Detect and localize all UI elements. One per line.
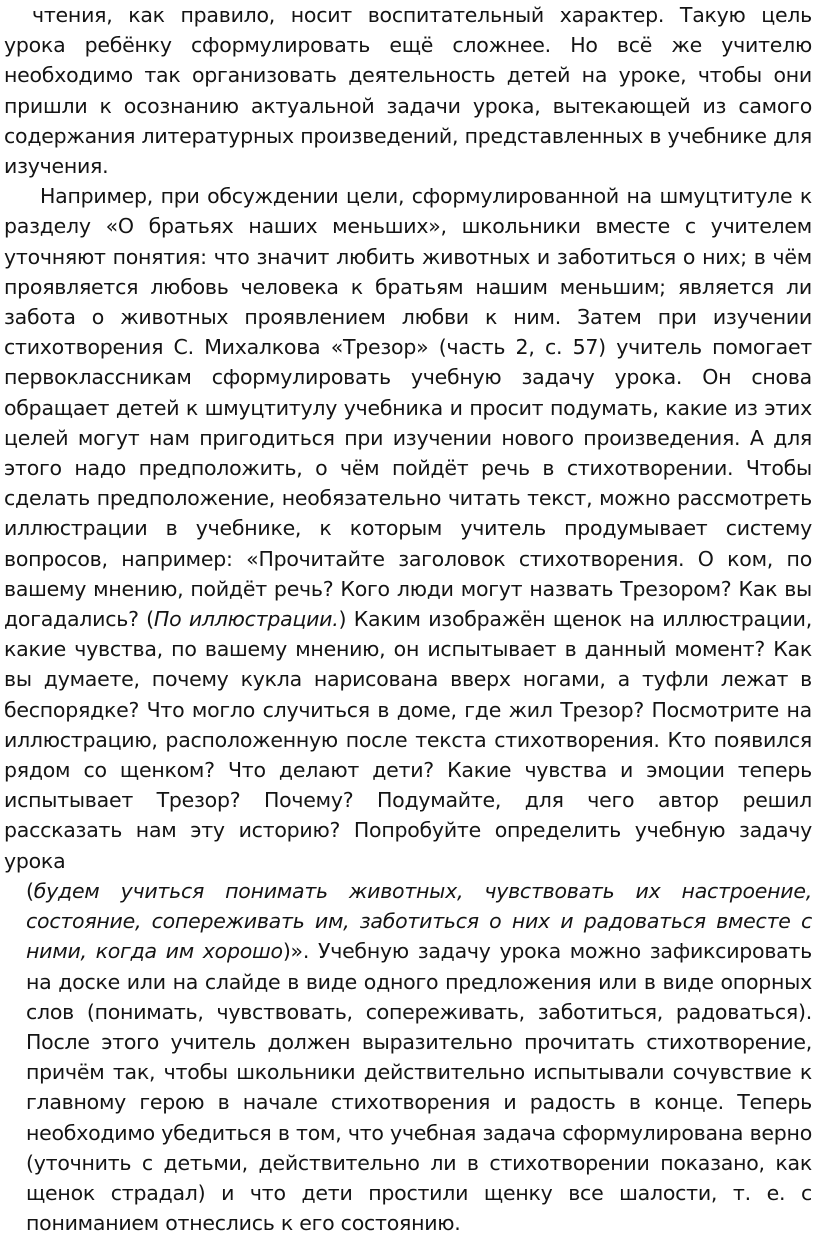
- paragraph-intro-text: чтения, как правило, носит воспитательный характер. Такую цель урока ребёнку сформулировать ещё сложнее. Но всё же учителю необходимо так организовать деятельность детей на уроке, чтобы они пришли к осознанию актуальной задачи урока, вытекающей из самого содержания литературных произведений, представленных в учебнике для изучения.: [4, 3, 812, 179]
- paragraph-task-italic: будем учиться понимать животных, чувствовать их настроение, состояние, сопереживать им, заботиться о них и радоваться вместе с ними, когда им хорошо: [26, 878, 812, 964]
- paragraph-intro: [4, 0, 812, 181]
- paragraph-task: [4, 876, 812, 1238]
- paragraph-task-rest: )». Учебную задачу урока можно зафиксировать на доске или на слайде в виде одного предложения или в виде опорных слов (понимать, чувствовать, сопереживать, заботиться, радоваться). После этого учитель должен выразительно прочитать стихотворение, причём так, чтобы школьники действительно испытывали сочувствие к главному герою в начале стихотворения и радость в конце. Теперь необходимо убедиться в том, что учебная задача сформулирована верно (уточнить с детьми, действительно ли в стихотворении показано, как щенок страдал) и что дети простили щенку все шалости, т. е. с пониманием отнеслись к его состоянию.: [26, 939, 812, 1236]
- paragraph-example-italic: По иллюстрации.: [153, 607, 339, 632]
- paragraph-example-text-a: Например, при обсуждении цели, сформулированной на шмуцтитуле к разделу «О братьях наших меньших», школьники вместе с учителем уточняют понятия: что значит любить животных и заботиться о них; в чём проявляется любовь человека к братьям нашим меньшим; является ли забота о животных проявлением любви к ним. Затем при изучении стихотворения С. Михалкова «Трезор» (часть 2, с. 57) учитель помогает первоклассникам сформулировать учебную задачу урока. Он снова обращает детей к шмуцтитулу учебника и просит подумать, какие из этих целей могут нам пригодиться при изучении нового произведения. А для этого надо предположить, о чём пойдёт речь в стихотворении. Чтобы сделать предположение, необязательно читать текст, можно рассмотреть иллюстрации в учебнике, к которым учитель продумывает систему вопросов, например: «Прочитайте заголовок стихотворения. О ком, по вашему мнению, пойдёт речь? Кого люди могут назвать Трезором? Как вы догадались? (: [4, 184, 812, 632]
- paragraph-task-open: (: [26, 878, 34, 903]
- paragraph-example: [4, 181, 812, 876]
- paragraph-example-text-b: ) Каким изображён щенок на иллюстрации, какие чувства, по вашему мнению, он испытывает в данный момент? Как вы думаете, почему кукла нарисована вверх ногами, а туфли лежат в беспорядке? Что могло случиться в доме, где жил Трезор? Посмотрите на иллюстрацию, расположенную после текста стихотворения. Кто появился рядом со щенком? Что делают дети? Какие чувства и эмоции теперь испытывает Трезор? Почему? Подумайте, для чего автор решил рассказать нам эту историю? Попробуйте определить учебную задачу урока: [4, 607, 812, 873]
